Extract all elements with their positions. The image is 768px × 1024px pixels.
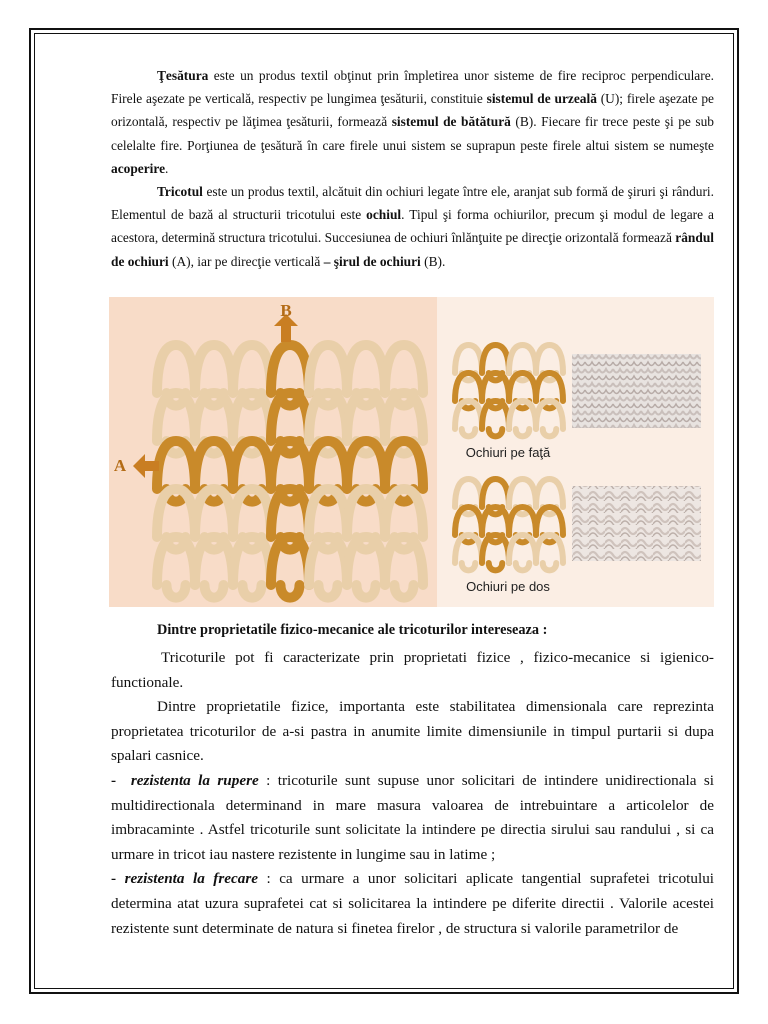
- item-dash: -: [111, 771, 117, 789]
- term-rezistenta-frecare: rezistenta la frecare: [124, 870, 258, 888]
- term-urzeala: sistemul de urzeală: [486, 91, 597, 107]
- text-span: este un produs textil obţinut prin împletirea unor sisteme de fire reciproc perpendiculare. Firele aşezate pe verticală, respectiv pe lungimea ţesăturii, constituie: [111, 68, 714, 107]
- intro-text: [111, 64, 714, 273]
- term-tricotul: Tricotul: [157, 184, 203, 200]
- text-span: .: [165, 160, 169, 176]
- label-b: B: [280, 301, 292, 320]
- term-rezistenta-rupere: rezistenta la rupere: [130, 771, 259, 789]
- text-span: (U); firele aşezate pe orizontală, respectiv pe lăţimea ţesăturii, formează: [111, 91, 715, 130]
- term-batatura: sistemul de bătătură: [391, 114, 511, 130]
- term-ochiul: ochiul: [366, 207, 402, 223]
- properties-text: [111, 642, 714, 941]
- paragraph-caracterizare: Tricoturile pot fi caracterizate prin proprietati fizice , fizico-mecanice si igienico-functionale.: [111, 649, 714, 691]
- knit-structure-figure: [109, 297, 714, 607]
- term-randul: rândul de ochiuri: [111, 230, 714, 269]
- text-span: : ca urmare a unor solicitari aplicate tangential suprafetei tricotului determina atat uzura suprafetei cat si solicitarea la intindere pe diferite directii . Valorile acestei rezistente sunt determinate de natura si finetea firelor , de structura si valorile parametrilor de: [111, 870, 715, 937]
- back-knit-photo: [572, 486, 701, 561]
- term-sirul: – şirul de ochiuri: [323, 253, 421, 269]
- text-span: : tricoturile sunt supuse unor solicitari de intindere unidirectionala si multidirectionala determinand in mare masura valoarea de intrebuintare a articolelor de imbracaminte . Astfel tricoturile sunt solicitate la intindere pe directia sirului sau randului , si ca urmare in tricot iau nastere rezistente in lungime sau in latime ;: [111, 771, 714, 863]
- text-span: (B). Fiecare fir trece peste şi pe sub celelalte fire. Porţiunea de ţesătură în care firele unui sistem se suprapun peste firele altui sistem se numeşte: [111, 114, 714, 153]
- section-heading: Dintre proprietatile fizico-mecanice ale tricoturilor intereseaza :: [157, 622, 548, 638]
- list-item-rupere: [111, 769, 714, 867]
- text-span: (B).: [420, 253, 446, 269]
- paragraph-tricot: [111, 180, 714, 273]
- term-acoperire: acoperire: [111, 160, 166, 176]
- paragraph-stabilitate: Dintre proprietatile fizice, importanta este stabilitatea dimensionala care reprezinta proprietatea tricoturilor de a-si pastra in anumite limite dimensiunile in timpul purtarii si dupa spalari casnice.: [111, 698, 714, 765]
- item-dash: -: [111, 870, 117, 888]
- text-span: (A), iar pe direcţie verticală: [168, 253, 324, 269]
- caption-back: Ochiuri pe dos: [466, 579, 550, 594]
- label-a: A: [113, 456, 127, 475]
- paragraph-tesatura: [111, 64, 714, 180]
- text-span: . Tipul şi forma ochiurilor, precum şi modul de legare a acestora, determină structura tricotului. Succesiunea de ochiuri înlănţuite pe direcţie orizontală formează: [111, 207, 714, 246]
- term-tesatura: Ţesătura: [157, 68, 209, 83]
- caption-front: Ochiuri pe faţă: [465, 445, 551, 460]
- list-item-frecare: [111, 867, 714, 941]
- front-knit-photo: [572, 354, 701, 428]
- text-span: este un produs textil, alcătuit din ochiuri legate între ele, aranjat sub formă de şiruri şi rânduri. Elementul de bază al structurii tricotului este: [111, 184, 714, 223]
